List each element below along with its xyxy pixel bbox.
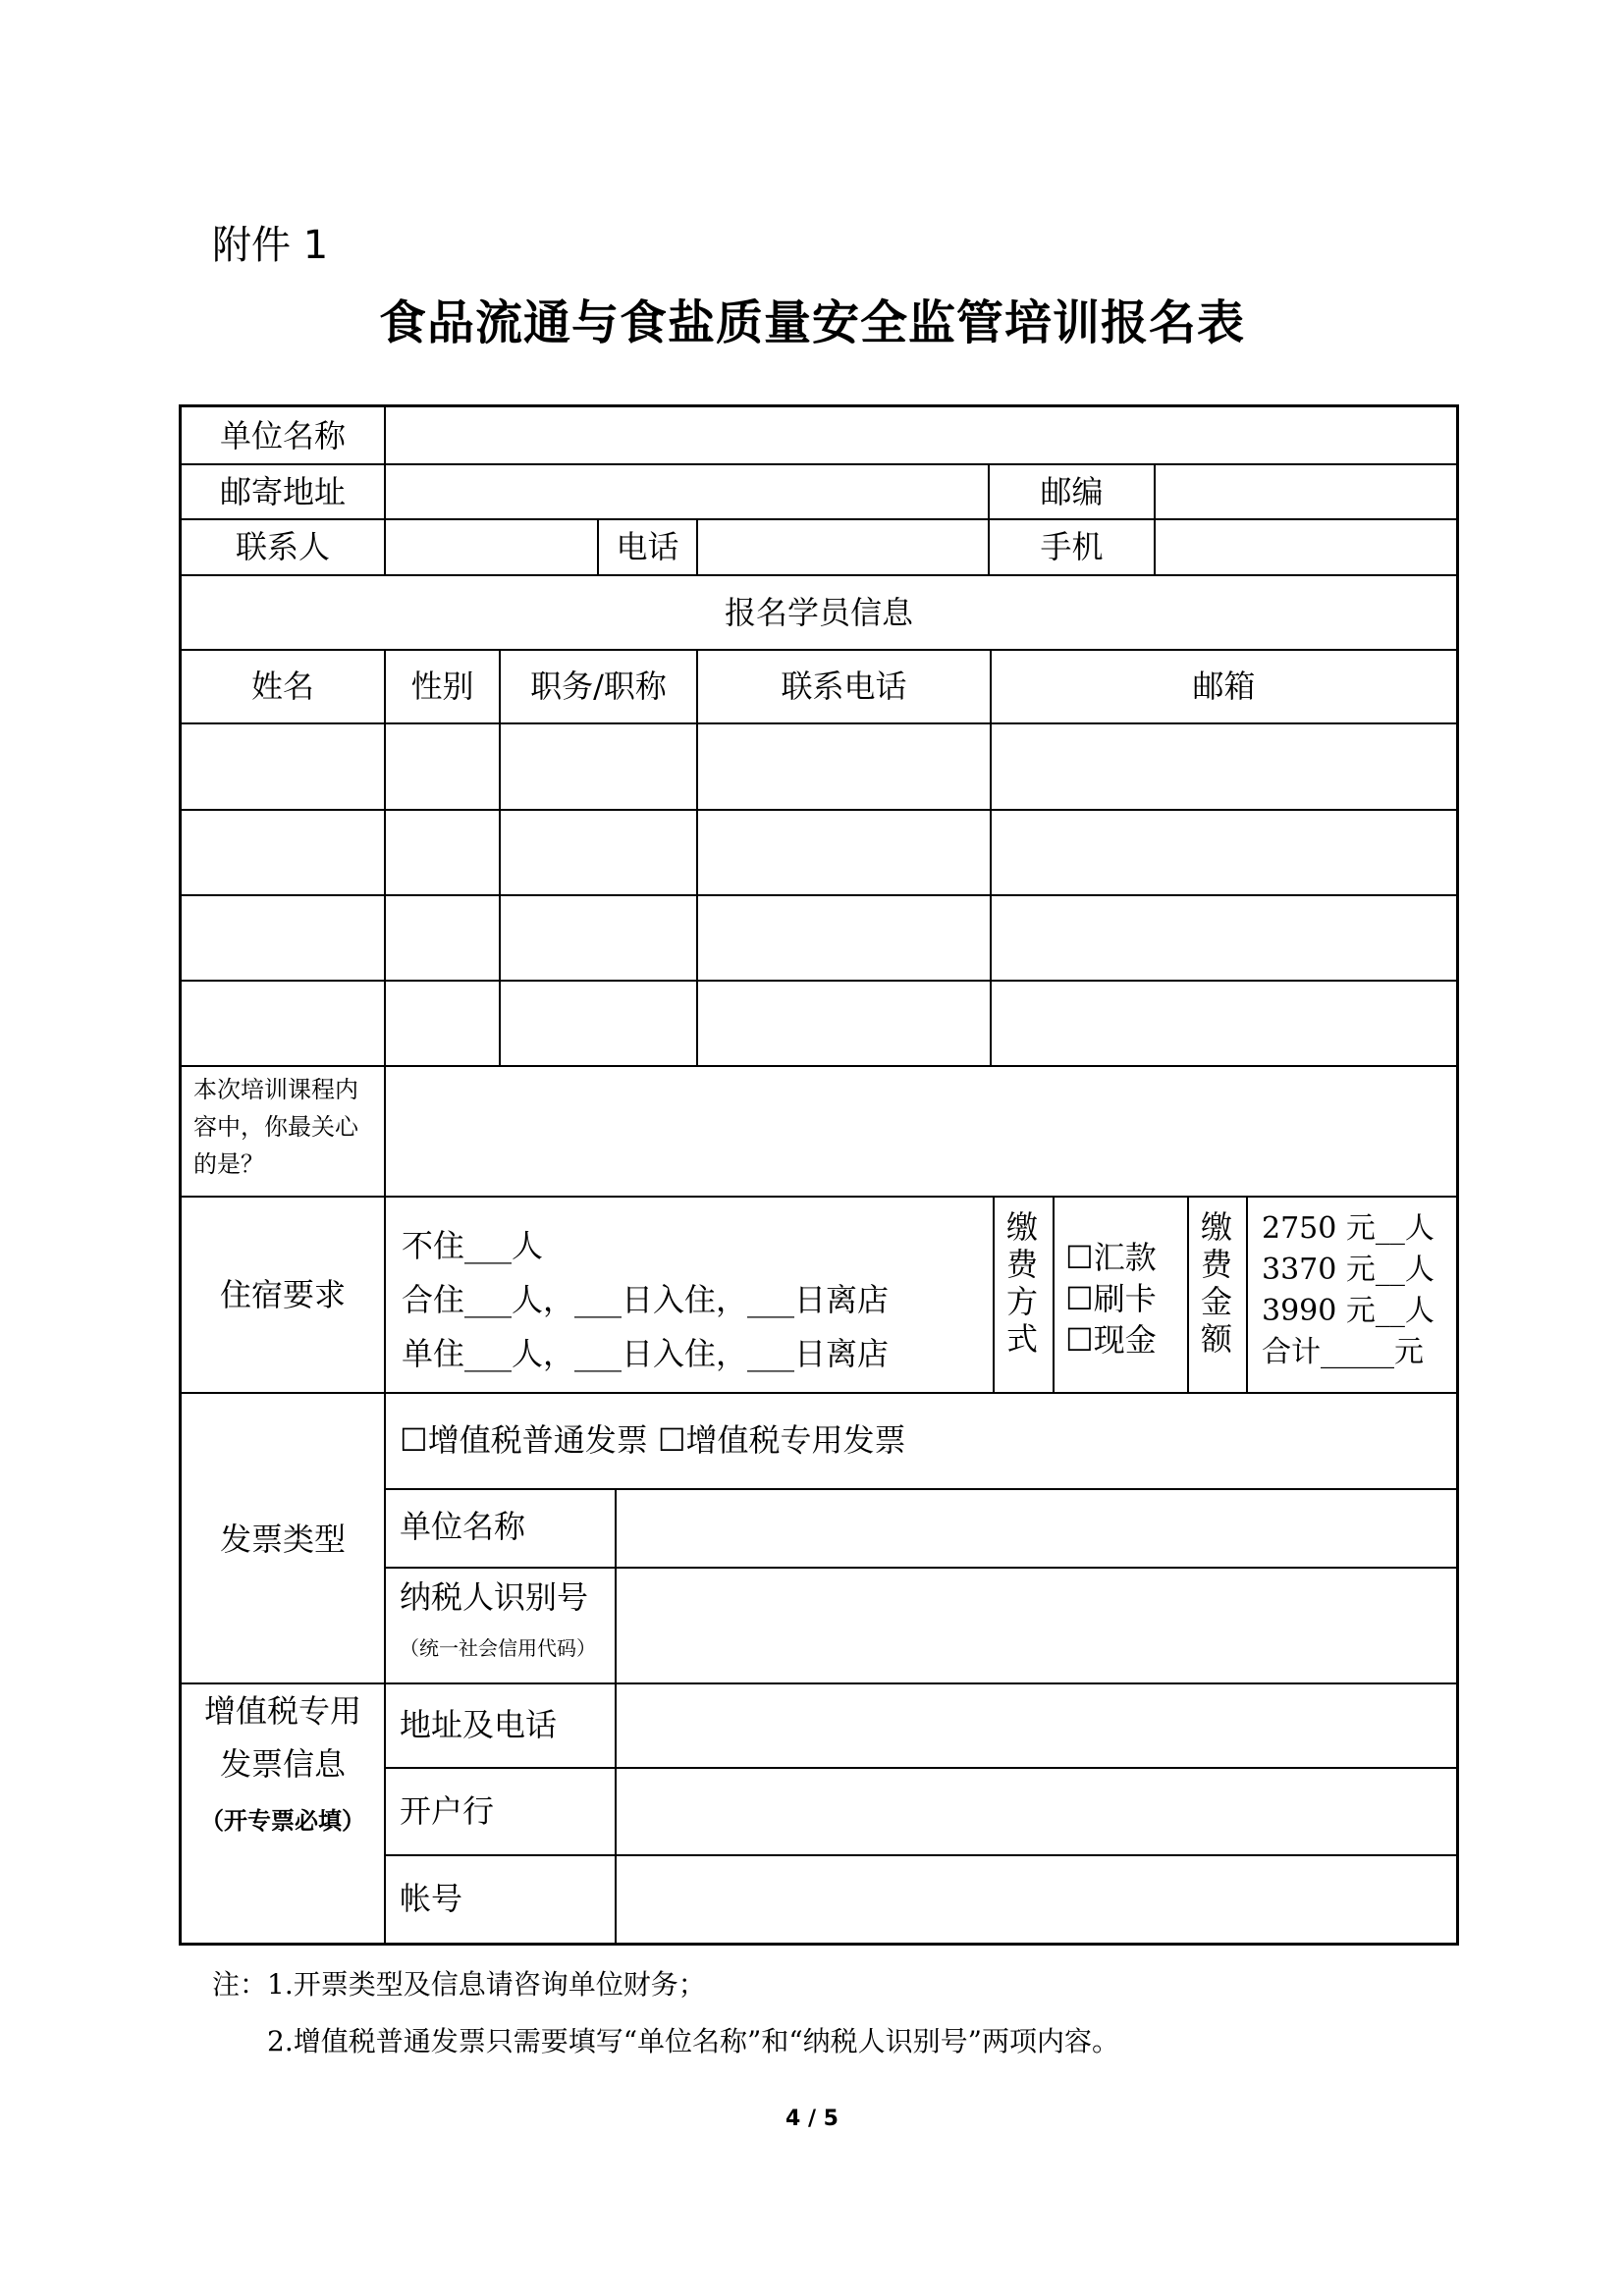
account-field[interactable]	[621, 1860, 1450, 1939]
concern-field[interactable]	[390, 1071, 1450, 1191]
invoice-unit-name-field[interactable]	[621, 1494, 1450, 1563]
row-divider	[182, 1196, 1456, 1198]
col-divider	[993, 1196, 995, 1392]
col-header-name: 姓名	[250, 667, 314, 705]
taxpayer-id-field[interactable]	[621, 1573, 1450, 1679]
address-phone-label: 地址及电话	[400, 1706, 558, 1743]
attachment-label: 附件 1	[212, 223, 329, 268]
payment-option-transfer[interactable]: ☐汇款	[1065, 1239, 1157, 1276]
invoice-type-options[interactable]: ☐增值税普通发票 ☐增值税专用发票	[400, 1421, 906, 1459]
table-row[interactable]	[182, 896, 1456, 980]
account-label: 帐号	[400, 1880, 463, 1917]
row-divider	[182, 574, 1456, 576]
note-2: 2.增值税普通发票只需要填写“单位名称”和“纳税人识别号”两项内容。	[267, 2025, 1119, 2057]
col-header-gender: 性别	[410, 667, 474, 705]
table-row[interactable]	[182, 982, 1456, 1065]
row-divider	[384, 1854, 1456, 1856]
invoice-type-label: 发票类型	[219, 1521, 346, 1558]
col-divider	[1187, 1196, 1189, 1392]
registration-form	[179, 404, 1459, 1946]
credit-code-label: （统一社会信用代码）	[400, 1636, 596, 1660]
postcode-label: 邮编	[1040, 473, 1104, 510]
phone-label: 电话	[616, 528, 679, 565]
col-divider	[1154, 463, 1156, 574]
payment-option-cash[interactable]: ☐现金	[1065, 1321, 1157, 1359]
concern-label: 本次培训课程内容中，你最关心的是？	[193, 1076, 358, 1178]
payment-amount-2750[interactable]: 2750 元__人	[1262, 1211, 1435, 1246]
col-divider	[1246, 1196, 1248, 1392]
form-title: 食品流通与食盐质量安全监管培训报名表	[378, 295, 1245, 350]
phone-field[interactable]	[702, 523, 984, 570]
mail-address-field[interactable]	[390, 468, 984, 515]
vat-special-required: （开专票必填）	[200, 1806, 365, 1835]
row-divider	[384, 1767, 1456, 1769]
col-header-phone: 联系电话	[781, 667, 907, 705]
col-divider	[1053, 1196, 1055, 1392]
payment-amount-3990[interactable]: 3990 元__人	[1262, 1294, 1435, 1328]
col-divider	[696, 518, 698, 574]
row-divider	[182, 1392, 1456, 1394]
contact-field[interactable]	[390, 523, 592, 570]
col-divider	[615, 1488, 617, 1943]
table-row[interactable]	[182, 724, 1456, 809]
payment-amount-3370[interactable]: 3370 元__人	[1262, 1253, 1435, 1287]
payment-amount-label: 缴费金额	[1200, 1208, 1232, 1358]
mobile-field[interactable]	[1160, 523, 1450, 570]
address-phone-field[interactable]	[621, 1688, 1450, 1763]
row-divider	[182, 463, 1456, 465]
unit-name-field[interactable]	[390, 411, 1450, 460]
lodging-label: 住宿要求	[219, 1276, 346, 1313]
payment-option-card[interactable]: ☐刷卡	[1065, 1280, 1157, 1317]
row-divider	[182, 1682, 1456, 1684]
col-header-title: 职务/职称	[530, 667, 667, 705]
contact-label: 联系人	[235, 528, 330, 565]
lodging-option-single[interactable]: 单住___人，___日入住，___日离店	[402, 1335, 890, 1372]
section-title: 报名学员信息	[724, 594, 913, 631]
note-1: 注：1.开票类型及信息请咨询单位财务；	[212, 1968, 706, 2001]
lodging-option-shared[interactable]: 合住___人，___日入住，___日离店	[402, 1281, 890, 1318]
row-divider	[384, 1567, 1456, 1569]
payment-amount-total[interactable]: 合计_____元	[1262, 1335, 1424, 1369]
row-divider	[384, 1488, 1456, 1490]
lodging-option-none[interactable]: 不住___人	[402, 1227, 544, 1264]
mobile-label: 手机	[1040, 528, 1104, 565]
row-divider	[182, 1065, 1456, 1067]
taxpayer-id-label: 纳税人识别号	[400, 1578, 589, 1616]
row-divider	[182, 518, 1456, 520]
bank-field[interactable]	[621, 1773, 1450, 1850]
row-divider	[182, 649, 1456, 651]
page-number: 4 / 5	[785, 2107, 839, 2131]
col-header-email: 邮箱	[1192, 667, 1256, 705]
bank-label: 开户行	[400, 1792, 495, 1830]
vat-special-label-line1: 增值税专用	[203, 1692, 361, 1730]
col-divider	[384, 407, 386, 574]
mail-address-label: 邮寄地址	[219, 473, 346, 510]
postcode-field[interactable]	[1160, 468, 1450, 515]
vat-special-label-line2: 发票信息	[219, 1745, 346, 1783]
table-row[interactable]	[182, 811, 1456, 894]
payment-method-label: 缴费方式	[1005, 1208, 1038, 1358]
invoice-unit-name-label: 单位名称	[400, 1508, 526, 1545]
unit-name-label: 单位名称	[219, 417, 346, 454]
